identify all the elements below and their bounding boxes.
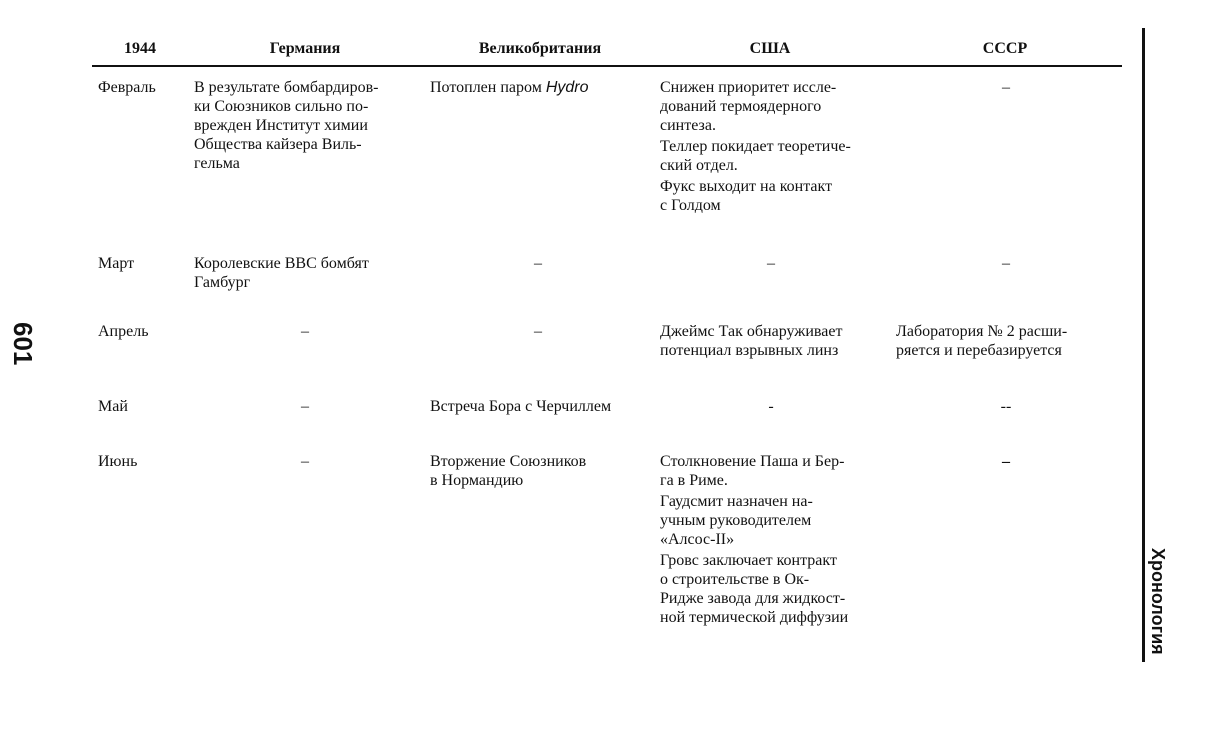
usa-entry: Столкновение Паша и Бер- га в Риме. [660,453,845,489]
britain-cell: Встреча Бора с Черчиллем [430,398,612,415]
usa-cell: Джеймс Так обнаруживает потенциал взрывных линз [660,323,843,359]
britain-text: Потоплен паром [430,79,546,96]
britain-cell: – [534,323,542,340]
page-number: 601 [8,322,38,366]
britain-cell: – [534,255,542,272]
ussr-cell: – [1002,255,1010,272]
germany-cell: – [301,398,309,415]
ussr-cell: – [1002,79,1010,96]
month-label: Март [98,255,135,272]
germany-cell: – [301,323,309,340]
month-label: Июнь [98,453,138,470]
usa-entry: Теллер покидает теоретиче- ский отдел. [660,138,851,174]
britain-italic-text: Hydro [545,79,589,96]
britain-cell [430,78,655,97]
usa-entry: Фукс выходит на контакт с Голдом [660,178,833,214]
month-label: Апрель [98,323,149,340]
usa-cell [660,78,892,217]
ussr-cell: Лаборатория № 2 расши- ряется и перебазируется [896,323,1068,359]
ussr-cell: -- [1000,398,1012,415]
usa-cell: - [768,398,774,415]
germany-cell: В результате бомбардиров- ки Союзников сильно по- врежден Институт химии Общества кайзера Виль- гельма [194,79,379,172]
side-rule [1142,28,1145,662]
usa-cell: – [767,255,775,272]
month-label: Май [98,398,128,415]
header-germany: Германия [269,40,341,57]
germany-cell: – [301,453,309,470]
header-britain: Великобритания [478,40,602,57]
britain-cell: Вторжение Союзников в Нормандию [430,453,587,489]
usa-entry: Гаудсмит назначен на- учным руководителем «Алсос-II» [660,493,813,548]
ussr-cell: – [1002,453,1010,470]
header-ussr: СССР [982,40,1028,57]
header-usa: США [749,40,791,57]
germany-cell: Королевские ВВС бомбят Гамбург [194,255,369,291]
header-year: 1944 [124,40,156,57]
usa-entry: Гровс заключает контракт о строительстве в Ок- Ридже завода для жидкост- ной термической диффузии [660,552,849,626]
usa-cell [660,452,892,629]
usa-entry: Снижен приоритет иссле- дований термоядерного синтеза. [660,79,837,134]
header-rule [92,65,1122,67]
section-title: Хронология [1148,548,1168,655]
month-label: Февраль [98,79,156,96]
